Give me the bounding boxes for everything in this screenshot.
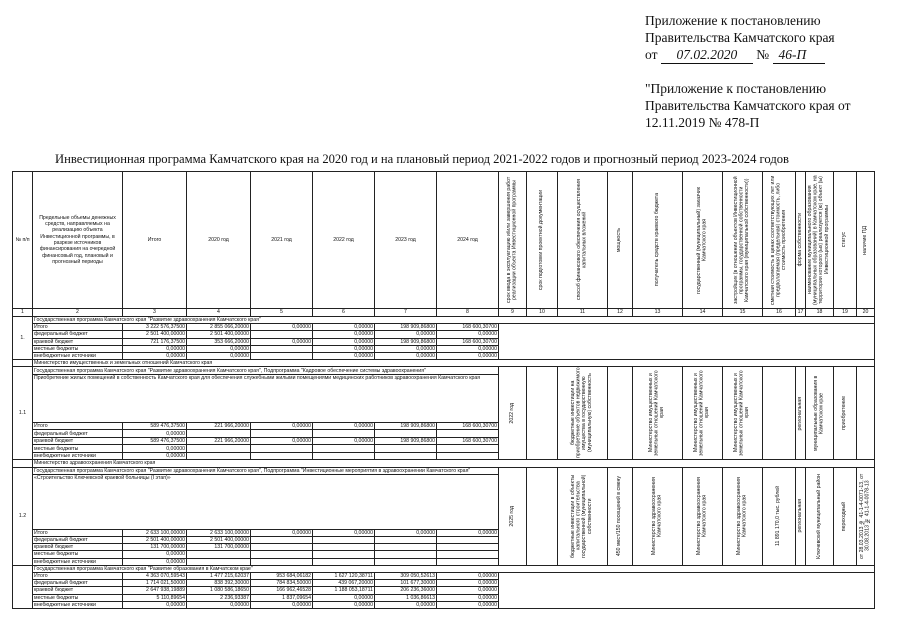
source-label: Итого [33, 422, 123, 430]
empty-cell [313, 544, 375, 551]
header-line-2: Правительства Камчатского края [645, 30, 835, 45]
col-number: 3 [123, 309, 187, 317]
table-row [13, 324, 875, 331]
col-header-2020: 2020 год [187, 172, 251, 309]
value-cell: 0,00000 [187, 345, 251, 352]
source-label: краевой бюджет [33, 338, 123, 345]
col-header-2024: 2024 год [437, 172, 499, 309]
subprogram-title: Государственная программа Камчатского края "Развитие здравоохранения Камчатского края", Подпрограмма "Инвестиционные мероприятия в здравоохранении Камчатского края" [33, 467, 499, 474]
value-cell: 1 837,09654 [251, 594, 313, 601]
value-cell: 838 392,30000 [187, 580, 251, 587]
value-cell: 0,00000 [123, 452, 187, 460]
value-cell: 0,00000 [375, 331, 437, 338]
empty-cell [375, 537, 437, 544]
col-number: 11 [558, 309, 608, 317]
source-label: федеральный бюджет [33, 580, 123, 587]
ministry-row [13, 460, 875, 467]
value-cell: 0,00000 [251, 324, 313, 331]
column-number-row [13, 309, 875, 317]
source-label: внебюджетные источники [33, 558, 123, 565]
empty-cell [375, 551, 437, 558]
table-header-row [13, 172, 875, 309]
value-cell: 0,00000 [313, 324, 375, 331]
value-cell: 0,00000 [251, 601, 313, 608]
col-number: 9 [499, 309, 527, 317]
decree-number: 46-П [773, 46, 825, 64]
value-cell: 4 363 070,59543 [123, 573, 187, 580]
source-label: краевой бюджет [33, 437, 123, 445]
col-number: 5 [251, 309, 313, 317]
empty-cell [251, 551, 313, 558]
value-cell: 0,00000 [313, 601, 375, 608]
c9-cell: 2022 год [499, 367, 527, 460]
col-number: 20 [857, 309, 875, 317]
header-line-6: 12.11.2019 № 478-П [645, 115, 760, 130]
value-cell: 0,00000 [375, 529, 437, 536]
c18-cell: муниципальные образования в Камчатском крае [806, 367, 834, 460]
empty-cell [437, 537, 499, 544]
header-line-3 [645, 46, 825, 64]
c16-cell [763, 367, 796, 460]
value-cell: 2 236,93387 [187, 594, 251, 601]
col-number: 16 [763, 309, 796, 317]
empty-cell [251, 537, 313, 544]
empty-cell [313, 445, 375, 453]
empty-cell [187, 551, 251, 558]
value-cell: 784 834,50000 [251, 580, 313, 587]
value-cell: 0,00000 [313, 529, 375, 536]
col-header-13: получатель средств краевого бюджета [633, 172, 683, 309]
col-header-2022: 2022 год [313, 172, 375, 309]
value-cell: 2 501 400,00000 [123, 331, 187, 338]
c18-cell: Ключевский муниципальный район [806, 467, 834, 565]
source-label: федеральный бюджет [33, 430, 123, 438]
col-number: 1 [13, 309, 33, 317]
value-cell: 0,00000 [123, 601, 187, 608]
value-cell: 0,00000 [187, 601, 251, 608]
value-cell: 0,00000 [375, 345, 437, 352]
value-cell: 953 684,06182 [251, 573, 313, 580]
value-cell: 0,00000 [123, 551, 187, 558]
col-number: 7 [375, 309, 437, 317]
empty-cell [187, 558, 251, 565]
value-cell: 206 236,36000 [375, 587, 437, 594]
value-cell: 1 714 021,50000 [123, 580, 187, 587]
source-label: краевой бюджет [33, 544, 123, 551]
source-label: местные бюджеты [33, 551, 123, 558]
col-header-19: статус [834, 172, 857, 309]
empty-cell [437, 452, 499, 460]
value-cell: 0,00000 [437, 353, 499, 360]
c14-cell: Министерство имущественных и земельных отношений Камчатского края [683, 367, 723, 460]
empty-cell [437, 445, 499, 453]
source-label: краевой бюджет [33, 587, 123, 594]
col-header-20: наличие ПД [857, 172, 875, 309]
c17-cell: региональная [796, 367, 806, 460]
value-cell: 0,00000 [251, 529, 313, 536]
col-number: 19 [834, 309, 857, 317]
value-cell: 0,00000 [123, 445, 187, 453]
value-cell: 439 067,20000 [313, 580, 375, 587]
value-cell: 0,00000 [437, 345, 499, 352]
source-label: внебюджетные источники [33, 353, 123, 360]
value-cell: 2 647 938,19889 [123, 587, 187, 594]
page-title: Инвестиционная программа Камчатского края на 2020 год и на плановый период 2021-2022 годов и прогнозный период 2023-2024 годов [55, 152, 789, 166]
col-header-16: сметная стоимость в ценах соответствующих лет или предполагаемая (предельная) стоимость, либо стоимость приобретения [763, 172, 796, 309]
value-cell: 168 600,30700 [437, 437, 499, 445]
value-cell: 2 501 400,00000 [123, 537, 187, 544]
col-header-12: мощность [608, 172, 633, 309]
empty-cell [13, 360, 33, 367]
table-row [13, 573, 875, 580]
value-cell: 221 966,20000 [187, 437, 251, 445]
col-header-2023: 2023 год [375, 172, 437, 309]
decree-date: 07.02.2020 [661, 46, 753, 64]
empty-cell [375, 445, 437, 453]
empty-cell [251, 430, 313, 438]
source-label: федеральный бюджет [33, 331, 123, 338]
value-cell: 0,00000 [251, 437, 313, 445]
source-label: Итого [33, 573, 123, 580]
ministry-title: Министерство здравоохранения Камчатского края [33, 460, 875, 467]
value-cell: 589 476,37500 [123, 437, 187, 445]
value-cell: 0,00000 [187, 353, 251, 360]
value-cell: 2 633 100,00000 [187, 529, 251, 536]
col-number: 15 [723, 309, 763, 317]
header-line-5: Правительства Камчатского края от [645, 98, 851, 113]
value-cell: 2 855 066,20000 [187, 324, 251, 331]
program-title: Государственная программа Камчатского края "Развитие образования в Камчатском крае" [33, 565, 875, 572]
c11-cell: бюджетные инвестиции в объекты капитального строительства государственной (муниципальной) собственности [558, 467, 608, 565]
row-number [13, 565, 33, 608]
source-label: Итого [33, 324, 123, 331]
value-cell: 721 176,37500 [123, 338, 187, 345]
value-cell: 5 110,89654 [123, 594, 187, 601]
value-cell: 309 050,52613 [375, 573, 437, 580]
col-number: 8 [437, 309, 499, 317]
col-number: 18 [806, 309, 834, 317]
value-cell: 0,00000 [437, 529, 499, 536]
section-row [13, 565, 875, 572]
empty-cell [375, 544, 437, 551]
col-number: 12 [608, 309, 633, 317]
empty-cell [375, 430, 437, 438]
value-cell: 0,00000 [251, 422, 313, 430]
empty-cell [313, 430, 375, 438]
value-cell: 1 080 586,18650 [187, 587, 251, 594]
value-cell [251, 353, 313, 360]
c14-cell: Министерство здравоохранения Камчатского края [683, 467, 723, 565]
empty-cell [313, 558, 375, 565]
value-cell: 589 476,37500 [123, 422, 187, 430]
col-header-10: срок подготовки проектной документации [527, 172, 558, 309]
value-cell: 168 600,30700 [437, 338, 499, 345]
empty-cell [13, 460, 33, 467]
c12-cell [608, 367, 633, 460]
c16-cell: 11 891 170,0 тыс. рублей [763, 467, 796, 565]
value-cell: 0,00000 [123, 558, 187, 565]
investment-table [12, 171, 875, 609]
value-cell: 1 477 215,62037 [187, 573, 251, 580]
value-cell: 0,00000 [313, 594, 375, 601]
value-cell: 0,00000 [313, 437, 375, 445]
col-header-15: застройщик (в отношении объектов Инвестиционной программы, государственной собственности Камчатского края (муниципальной собственности)) [723, 172, 763, 309]
value-cell: 2 633 100,00000 [123, 529, 187, 536]
source-label: местные бюджеты [33, 594, 123, 601]
c10-cell [527, 467, 558, 565]
value-cell: 0,00000 [313, 338, 375, 345]
ministry-row [13, 360, 875, 367]
empty-cell [187, 430, 251, 438]
value-cell [251, 331, 313, 338]
value-cell: 0,00000 [123, 345, 187, 352]
source-label: федеральный бюджет [33, 537, 123, 544]
c10-cell [527, 367, 558, 460]
col-header-total: Итого [123, 172, 187, 309]
value-cell: 0,00000 [375, 601, 437, 608]
value-cell: 0,00000 [437, 580, 499, 587]
col-number: 2 [33, 309, 123, 317]
source-label: внебюджетные источники [33, 452, 123, 460]
empty-cell [375, 558, 437, 565]
value-cell: 353 666,20000 [187, 338, 251, 345]
program-title: Государственная программа Камчатского края "Развитие здравоохранения Камчатского края" [33, 317, 875, 324]
header-line-1: Приложение к постановлению [645, 13, 821, 28]
col-number: 14 [683, 309, 723, 317]
c20-cell [857, 367, 875, 460]
value-cell: 168 600,30700 [437, 422, 499, 430]
value-cell: 131 700,00000 [187, 544, 251, 551]
empty-cell [313, 452, 375, 460]
empty-cell [437, 430, 499, 438]
header-line-4: "Приложение к постановлению [645, 81, 827, 96]
object-name: Приобретение жилых помещений в собственность Камчатского края для обеспечения служебными жилыми помещениями медицинских работников здравоохранения Камчатского края [33, 374, 499, 422]
empty-cell [187, 445, 251, 453]
empty-cell [375, 452, 437, 460]
c13-cell: Министерство имущественных и земельных отношений Камчатского края [633, 367, 683, 460]
row-number: 1.2 [13, 467, 33, 565]
c12-cell: 450 мест/150 посещений в смену [608, 467, 633, 565]
source-label: внебюджетные источники [33, 601, 123, 608]
empty-cell [437, 558, 499, 565]
empty-cell [313, 537, 375, 544]
empty-block [499, 573, 875, 609]
subprogram-title: Государственная программа Камчатского края "Развитие здравоохранения Камчатского края", Подпрограмма "Кадровое обеспечение системы здравоохранения" [33, 367, 499, 375]
c20-cell: от 28.03.2013 № 41-1-4-0071-13, от 30.08.2013 № 41-1-4-0078-13 [857, 467, 875, 565]
value-cell: 198 909,86800 [375, 437, 437, 445]
col-header-desc: Предельные объемы денежных средств, направляемых на реализацию объекта Инвестиционной программы, в разрезе источников финансирования на очередной финансовый год, плановый и прогнозный периоды [33, 172, 123, 309]
empty-cell [437, 551, 499, 558]
c17-cell: региональная [796, 467, 806, 565]
c13-cell: Министерство здравоохранения Камчатского края [633, 467, 683, 565]
c15-cell: Министерство имущественных и земельных отношений Камчатского края [723, 367, 763, 460]
col-header-17: форма собственности [796, 172, 806, 309]
col-header-2021: 2021 год [251, 172, 313, 309]
col-header-14: государственный (муниципальный) заказчик Камчатского края [683, 172, 723, 309]
value-cell: 0,00000 [313, 345, 375, 352]
ministry-title: Министерство имущественных и земельных отношений Камчатского края [33, 360, 875, 367]
empty-block [499, 324, 875, 360]
col-number: 13 [633, 309, 683, 317]
col-number: 4 [187, 309, 251, 317]
value-cell: 0,00000 [313, 331, 375, 338]
col-header-9: срок ввода в эксплуатацию и/или завершения работ реализации объекта Инвестиционной программы [499, 172, 527, 309]
value-cell: 131 700,00000 [123, 544, 187, 551]
object-name: «Строительство Ключевской краевой больницы (I этап)» [33, 474, 499, 529]
subprogram-row [13, 467, 875, 474]
empty-cell [251, 452, 313, 460]
value-cell: 0,00000 [437, 331, 499, 338]
value-cell: 0,00000 [437, 601, 499, 608]
value-cell: 221 966,20000 [187, 422, 251, 430]
value-cell: 0,00000 [313, 422, 375, 430]
value-cell: 1 188 053,18711 [313, 587, 375, 594]
value-cell: 3 222 576,37500 [123, 324, 187, 331]
empty-cell [251, 558, 313, 565]
row-number: 1. [13, 317, 33, 360]
empty-cell [313, 551, 375, 558]
empty-cell [187, 452, 251, 460]
value-cell: 0,00000 [123, 353, 187, 360]
value-cell: 0,00000 [437, 594, 499, 601]
c19-cell: переходный [834, 467, 857, 565]
value-cell: 0,00000 [123, 430, 187, 438]
c19-cell: приобретение [834, 367, 857, 460]
value-cell: 198 909,86800 [375, 338, 437, 345]
source-label: Итого [33, 529, 123, 536]
value-cell: 2 501 400,00000 [187, 331, 251, 338]
value-cell: 1 036,86613 [375, 594, 437, 601]
header-ot: от [645, 47, 658, 62]
value-cell: 1 627 120,38711 [313, 573, 375, 580]
col-header-no: № п/п [13, 172, 33, 309]
c11-cell: бюджетные инвестиции на приобретение объектов недвижимого имущества в государственную (муниципальную) собственность [558, 367, 608, 460]
value-cell: 198 909,86800 [375, 324, 437, 331]
row-number: 1.1 [13, 367, 33, 460]
value-cell: 2 501 400,00000 [187, 537, 251, 544]
header-num-sign: № [756, 47, 770, 62]
value-cell: 0,00000 [251, 338, 313, 345]
value-cell: 168 600,30700 [437, 324, 499, 331]
source-label: местные бюджеты [33, 345, 123, 352]
empty-cell [251, 544, 313, 551]
source-label: местные бюджеты [33, 445, 123, 453]
col-number: 17 [796, 309, 806, 317]
section-row [13, 317, 875, 324]
col-number: 6 [313, 309, 375, 317]
value-cell: 198 909,86800 [375, 422, 437, 430]
c9-cell: 2025 год [499, 467, 527, 565]
value-cell: 101 677,30000 [375, 580, 437, 587]
value-cell: 0,00000 [313, 353, 375, 360]
value-cell: 0,00000 [437, 573, 499, 580]
col-header-11: способ финансового обеспечения осуществления капитальных вложений [558, 172, 608, 309]
empty-cell [251, 445, 313, 453]
col-number: 10 [527, 309, 558, 317]
value-cell [251, 345, 313, 352]
col-header-18: наименование муниципального образования (муниципальных образований) в Камчатском крае, на территории которого (ых) реализуется (ю) объект (ы) Инвестиционной программы [806, 172, 834, 309]
c15-cell: Министерство здравоохранения Камчатского края [723, 467, 763, 565]
value-cell: 166 962,46528 [251, 587, 313, 594]
subprogram-row [13, 367, 875, 375]
empty-cell [437, 544, 499, 551]
value-cell: 0,00000 [437, 587, 499, 594]
value-cell: 0,00000 [375, 353, 437, 360]
